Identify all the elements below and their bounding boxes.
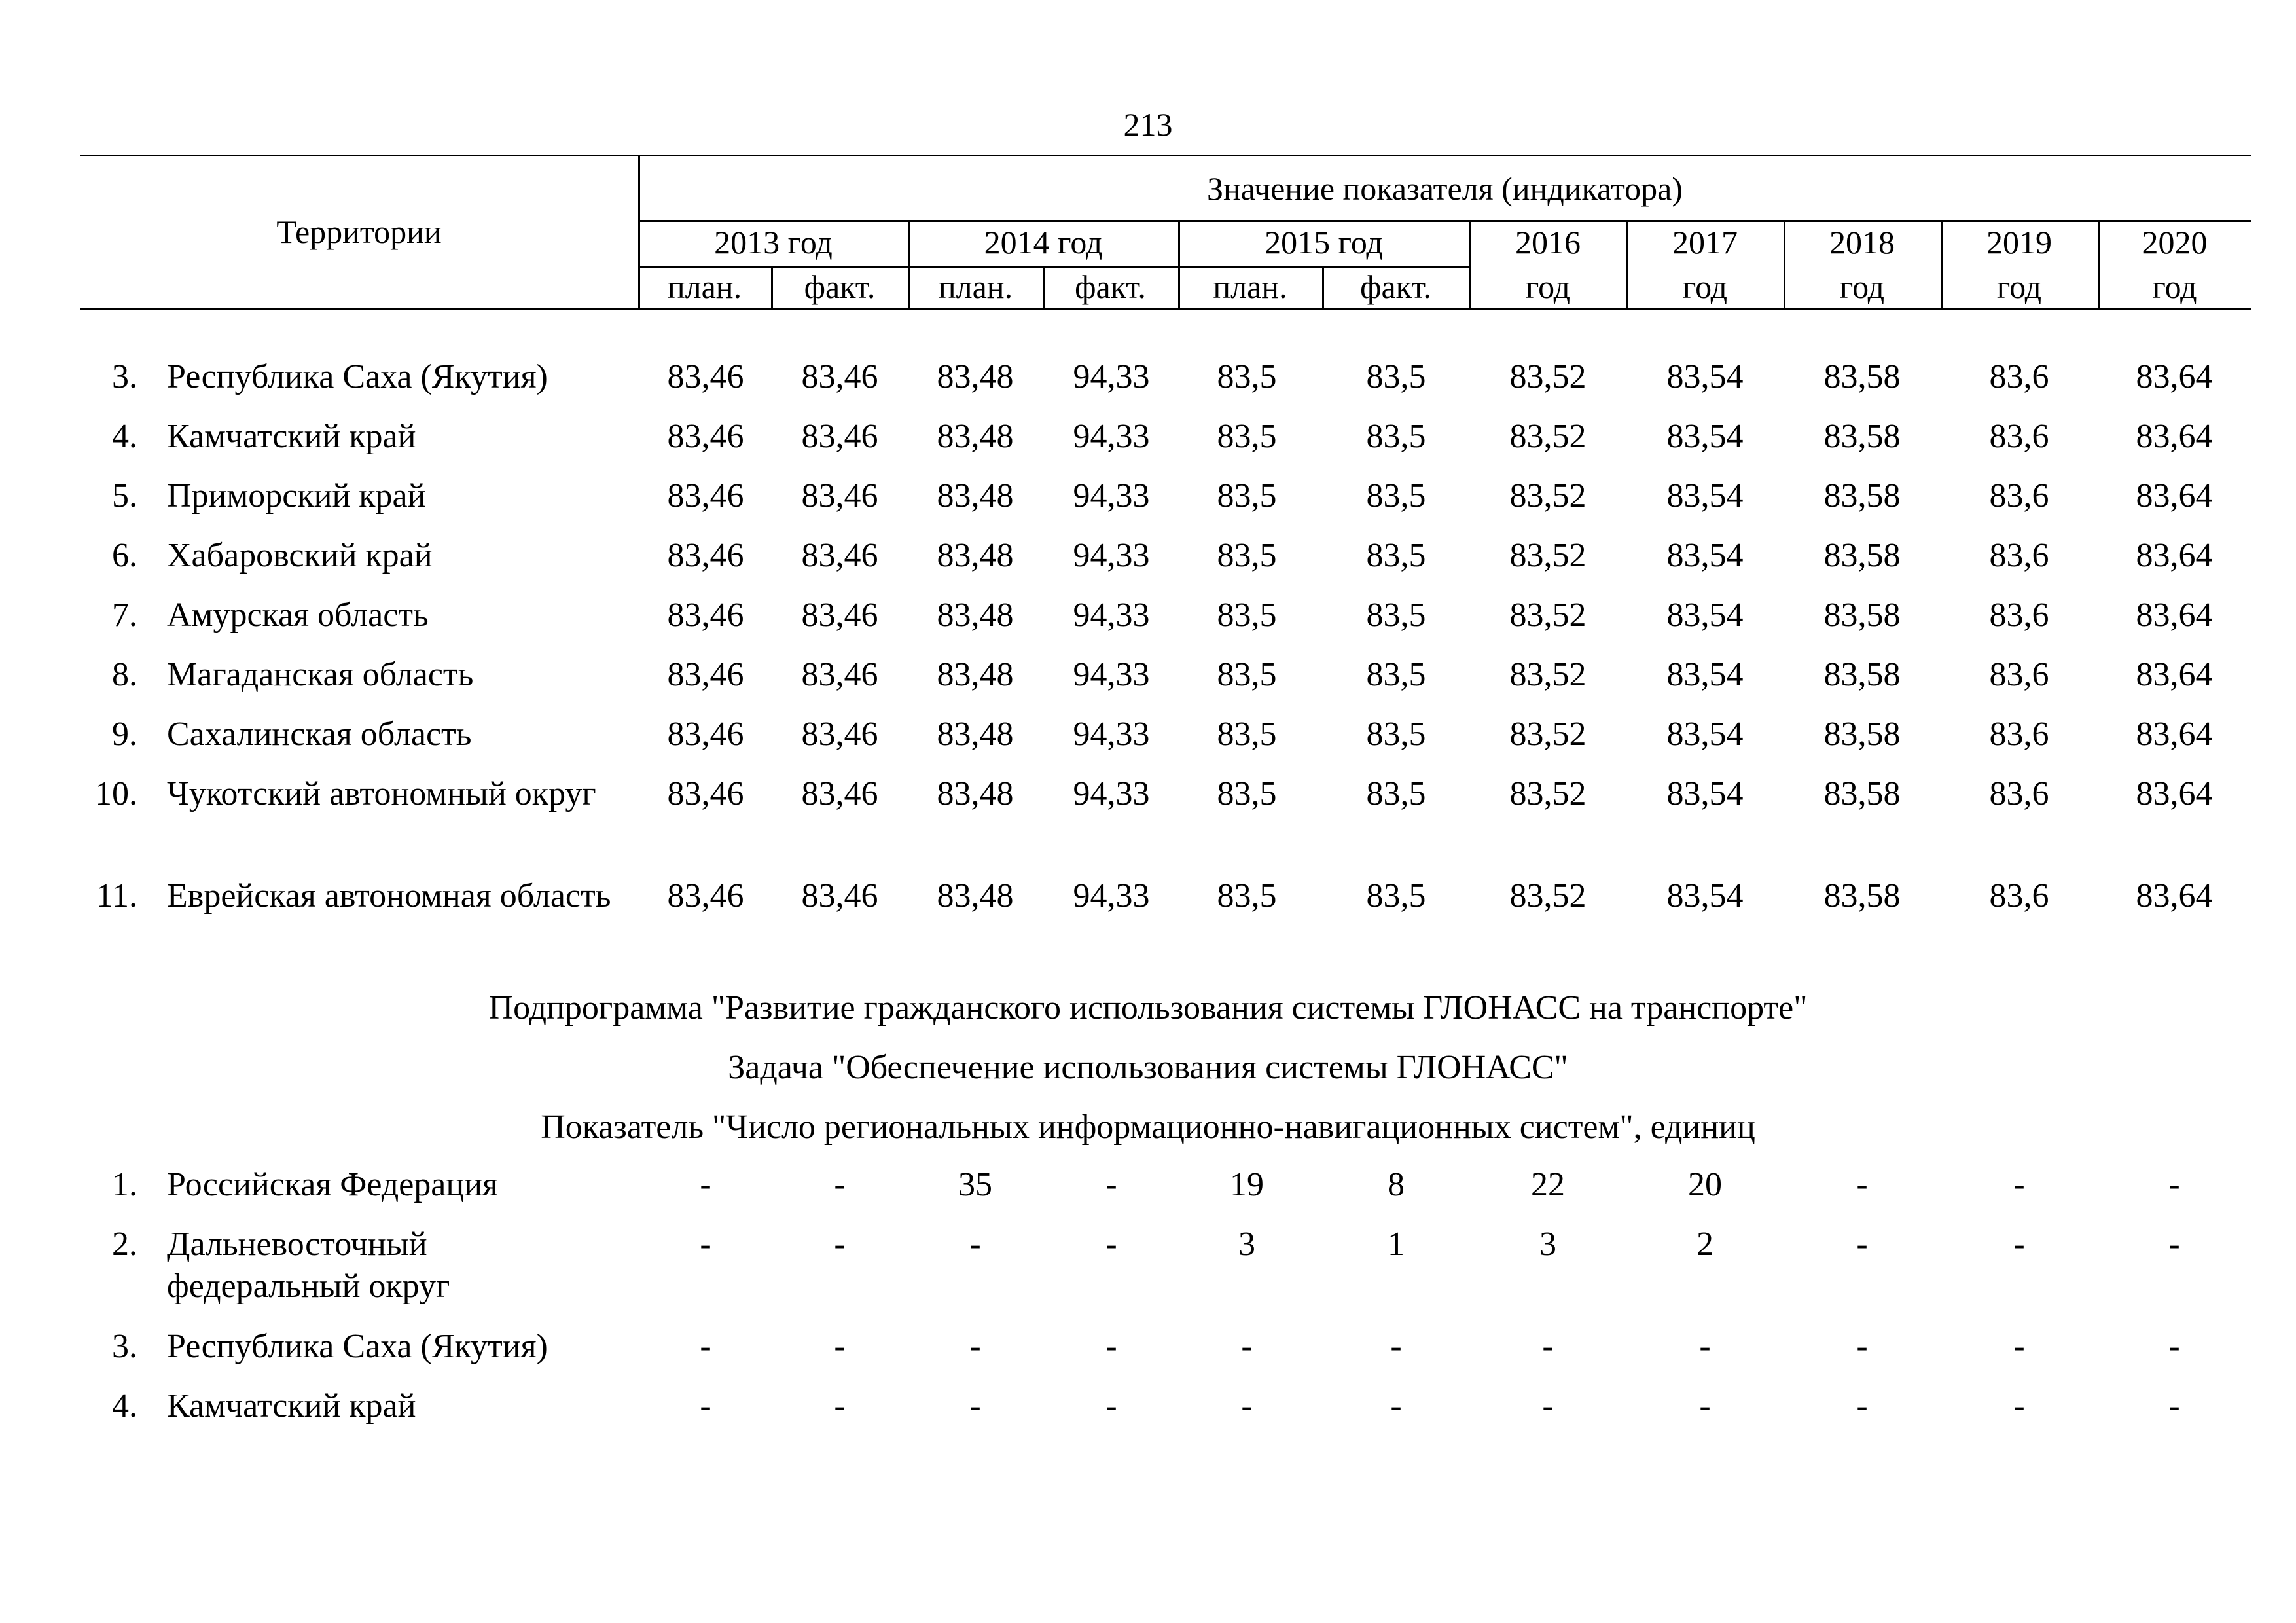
value-cell: - (834, 1387, 846, 1425)
task-title: Задача "Обеспечение использования системы ГЛОНАСС" (728, 1049, 1568, 1086)
value-cell: - (2013, 1328, 2025, 1365)
value-cell: 83,46 (667, 596, 744, 634)
value-cell: - (1390, 1387, 1402, 1425)
value-cell: 83,46 (801, 477, 878, 515)
value-cell: 83,5 (1217, 716, 1277, 753)
indicator-title: Показатель "Число региональных информационно-навигационных систем", единиц (541, 1108, 1755, 1146)
value-cell: 83,54 (1666, 775, 1744, 812)
header-plan: план. (667, 268, 742, 305)
header-year-2015: 2015 год (1265, 224, 1383, 261)
header-bottom-rule (80, 308, 2251, 310)
value-cell: 83,64 (2136, 656, 2213, 693)
value-cell: - (1542, 1387, 1554, 1425)
value-cell: - (1105, 1166, 1117, 1203)
value-cell: 83,6 (1989, 358, 2049, 395)
value-cell: 83,52 (1509, 775, 1587, 812)
row-number: 4. (112, 418, 137, 455)
value-cell: 83,64 (2136, 775, 2213, 812)
value-cell: 83,46 (667, 537, 744, 574)
row-number: 11. (96, 877, 137, 915)
value-cell: 94,33 (1073, 477, 1150, 515)
value-cell: - (1699, 1328, 1711, 1365)
value-cell: - (700, 1328, 711, 1365)
value-cell: - (1390, 1328, 1402, 1365)
row-territory-name: Приморский край (167, 477, 426, 515)
row-territory-name: Чукотский автономный округ (167, 775, 596, 812)
value-cell: - (2168, 1166, 2180, 1203)
row-territory-name: Дальневосточный федеральный округ (167, 1226, 450, 1305)
value-cell: 83,48 (937, 877, 1014, 915)
subprogram-title: Подпрограмма "Развитие гражданского использования системы ГЛОНАСС на транспорте" (488, 989, 1808, 1027)
value-cell: 83,58 (1823, 537, 1901, 574)
header-indicator-value: Значение показателя (индикатора) (1206, 170, 1683, 207)
value-cell: - (2168, 1226, 2180, 1263)
value-cell: 83,5 (1217, 775, 1277, 812)
value-cell: 83,48 (937, 716, 1014, 753)
value-cell: - (834, 1226, 846, 1263)
row-number: 2. (112, 1226, 137, 1263)
value-cell: 83,46 (667, 716, 744, 753)
row-territory-name: Сахалинская область (167, 716, 472, 753)
row-number: 3. (112, 358, 137, 395)
value-cell: 83,48 (937, 477, 1014, 515)
value-cell: - (1856, 1387, 1868, 1425)
value-cell: 83,46 (667, 775, 744, 812)
header-plan: план. (938, 268, 1013, 305)
value-cell: 83,6 (1989, 716, 2049, 753)
row-territory-name: Еврейская автономная область (167, 877, 611, 915)
value-cell: - (1856, 1166, 1868, 1203)
value-cell: 83,58 (1823, 716, 1901, 753)
value-cell: 83,58 (1823, 775, 1901, 812)
value-cell: 1 (1388, 1226, 1405, 1263)
value-cell: 83,46 (801, 358, 878, 395)
value-cell: 83,6 (1989, 877, 2049, 915)
header-year-word: год (1839, 268, 1885, 305)
value-cell: - (1241, 1328, 1253, 1365)
value-cell: 83,58 (1823, 596, 1901, 634)
header-line-years (638, 220, 2251, 222)
value-cell: - (700, 1387, 711, 1425)
value-cell: - (1105, 1328, 1117, 1365)
value-cell: 35 (958, 1166, 992, 1203)
value-cell: 83,54 (1666, 716, 1744, 753)
header-year-word: год (2152, 268, 2197, 305)
value-cell: 83,46 (801, 716, 878, 753)
value-cell: 83,5 (1217, 477, 1277, 515)
value-cell: 83,46 (801, 418, 878, 455)
row-territory-name: Хабаровский край (167, 537, 433, 574)
value-cell: 83,46 (667, 358, 744, 395)
value-cell: - (1856, 1328, 1868, 1365)
value-cell: - (1856, 1226, 1868, 1263)
value-cell: 83,52 (1509, 716, 1587, 753)
value-cell: - (700, 1166, 711, 1203)
header-year-2013: 2013 год (714, 224, 833, 261)
value-cell: 83,46 (801, 656, 878, 693)
value-cell: 83,52 (1509, 537, 1587, 574)
value-cell: - (700, 1226, 711, 1263)
row-territory-name: Камчатский край (167, 418, 416, 455)
value-cell: 83,58 (1823, 877, 1901, 915)
header-year-2019: 2019 (1986, 224, 2052, 261)
header-fact: факт. (804, 268, 876, 305)
value-cell: 94,33 (1073, 418, 1150, 455)
row-number: 5. (112, 477, 137, 515)
value-cell: 83,46 (801, 775, 878, 812)
value-cell: 83,48 (937, 656, 1014, 693)
value-cell: - (834, 1328, 846, 1365)
row-number: 10. (95, 775, 137, 812)
value-cell: 83,5 (1366, 716, 1426, 753)
value-cell: 83,46 (667, 418, 744, 455)
row-territory-name: Российская Федерация (167, 1166, 498, 1203)
value-cell: 19 (1230, 1166, 1264, 1203)
value-cell: 3 (1238, 1226, 1255, 1263)
value-cell: 83,5 (1366, 877, 1426, 915)
value-cell: 83,46 (801, 596, 878, 634)
header-year-word: год (1682, 268, 1728, 305)
header-year-2018: 2018 (1829, 224, 1895, 261)
value-cell: 83,5 (1366, 477, 1426, 515)
value-cell: 83,54 (1666, 656, 1744, 693)
value-cell: 83,54 (1666, 877, 1744, 915)
value-cell: 83,46 (667, 656, 744, 693)
value-cell: 94,33 (1073, 537, 1150, 574)
row-number: 9. (112, 716, 137, 753)
value-cell: 83,5 (1366, 418, 1426, 455)
header-top-rule (80, 155, 2251, 156)
value-cell: 83,64 (2136, 477, 2213, 515)
row-territory-name: Республика Саха (Якутия) (167, 358, 548, 395)
value-cell: 83,48 (937, 358, 1014, 395)
value-cell: 83,46 (801, 877, 878, 915)
value-cell: 83,58 (1823, 418, 1901, 455)
value-cell: 83,64 (2136, 596, 2213, 634)
header-year-word: год (1996, 268, 2042, 305)
value-cell: 94,33 (1073, 656, 1150, 693)
header-fact: факт. (1075, 268, 1146, 305)
page-number: 213 (1123, 106, 1173, 143)
value-cell: - (1105, 1226, 1117, 1263)
value-cell: 83,5 (1366, 537, 1426, 574)
value-cell: 83,54 (1666, 537, 1744, 574)
value-cell: - (2168, 1328, 2180, 1365)
value-cell: 83,48 (937, 775, 1014, 812)
value-cell: 83,58 (1823, 358, 1901, 395)
value-cell: - (2013, 1387, 2025, 1425)
row-territory-name: Магаданская область (167, 656, 474, 693)
value-cell: - (2013, 1166, 2025, 1203)
value-cell: 83,5 (1217, 656, 1277, 693)
header-territory: Территории (276, 213, 442, 250)
row-territory-name: Амурская область (167, 596, 429, 634)
value-cell: 83,5 (1366, 358, 1426, 395)
value-cell: 83,54 (1666, 477, 1744, 515)
value-cell: - (969, 1387, 981, 1425)
value-cell: 83,52 (1509, 877, 1587, 915)
row-number: 4. (112, 1387, 137, 1425)
value-cell: 22 (1531, 1166, 1565, 1203)
value-cell: - (834, 1166, 846, 1203)
row-territory-name: Республика Саха (Якутия) (167, 1328, 548, 1365)
value-cell: 83,48 (937, 537, 1014, 574)
value-cell: 83,52 (1509, 596, 1587, 634)
value-cell: 83,5 (1217, 537, 1277, 574)
value-cell: 83,5 (1366, 775, 1426, 812)
value-cell: 3 (1539, 1226, 1556, 1263)
value-cell: - (2168, 1387, 2180, 1425)
value-cell: 83,58 (1823, 477, 1901, 515)
value-cell: 20 (1688, 1166, 1722, 1203)
row-number: 6. (112, 537, 137, 574)
value-cell: 83,48 (937, 596, 1014, 634)
value-cell: 83,6 (1989, 418, 2049, 455)
value-cell: 83,64 (2136, 537, 2213, 574)
value-cell: 83,52 (1509, 477, 1587, 515)
row-number: 1. (112, 1166, 137, 1203)
value-cell: 83,5 (1217, 877, 1277, 915)
value-cell: 83,46 (667, 477, 744, 515)
header-year-2017: 2017 (1672, 224, 1738, 261)
value-cell: 83,54 (1666, 358, 1744, 395)
value-cell: 83,48 (937, 418, 1014, 455)
value-cell: 83,58 (1823, 656, 1901, 693)
value-cell: 83,54 (1666, 596, 1744, 634)
value-cell: - (969, 1226, 981, 1263)
value-cell: - (969, 1328, 981, 1365)
value-cell: 83,54 (1666, 418, 1744, 455)
value-cell: 83,46 (801, 537, 878, 574)
value-cell: 83,6 (1989, 656, 2049, 693)
value-cell: 83,64 (2136, 716, 2213, 753)
value-cell: 83,5 (1217, 418, 1277, 455)
value-cell: - (1542, 1328, 1554, 1365)
value-cell: 83,52 (1509, 358, 1587, 395)
value-cell: - (1241, 1387, 1253, 1425)
value-cell: 94,33 (1073, 596, 1150, 634)
value-cell: 83,64 (2136, 877, 2213, 915)
header-year-word: год (1525, 268, 1571, 305)
row-number: 8. (112, 656, 137, 693)
value-cell: 83,64 (2136, 358, 2213, 395)
value-cell: 83,52 (1509, 656, 1587, 693)
row-number: 3. (112, 1328, 137, 1365)
value-cell: - (1105, 1387, 1117, 1425)
value-cell: 94,33 (1073, 716, 1150, 753)
value-cell: 83,6 (1989, 775, 2049, 812)
value-cell: 94,33 (1073, 775, 1150, 812)
value-cell: 83,46 (667, 877, 744, 915)
value-cell: 83,5 (1366, 656, 1426, 693)
header-year-2016: 2016 (1515, 224, 1581, 261)
value-cell: 94,33 (1073, 877, 1150, 915)
value-cell: - (2013, 1226, 2025, 1263)
value-cell: 83,5 (1217, 358, 1277, 395)
value-cell: 83,6 (1989, 477, 2049, 515)
value-cell: 2 (1696, 1226, 1713, 1263)
value-cell: 8 (1388, 1166, 1405, 1203)
value-cell: 83,52 (1509, 418, 1587, 455)
value-cell: 83,5 (1217, 596, 1277, 634)
row-territory-name: Камчатский край (167, 1387, 416, 1425)
value-cell: 83,6 (1989, 537, 2049, 574)
value-cell: 83,5 (1366, 596, 1426, 634)
row-number: 7. (112, 596, 137, 634)
value-cell: 94,33 (1073, 358, 1150, 395)
value-cell: 83,6 (1989, 596, 2049, 634)
value-cell: 83,64 (2136, 418, 2213, 455)
value-cell: - (1699, 1387, 1711, 1425)
header-year-2014: 2014 год (984, 224, 1103, 261)
header-fact: факт. (1360, 268, 1431, 305)
header-year-2020: 2020 (2142, 224, 2208, 261)
header-plan: план. (1213, 268, 1287, 305)
